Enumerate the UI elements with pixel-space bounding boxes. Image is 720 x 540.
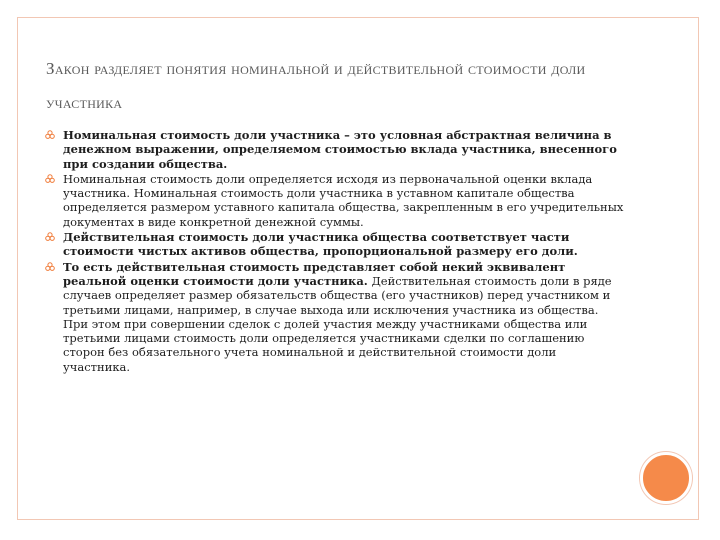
slide-title: Закон разделяет понятия номинальной и действительной стоимости доли участника [46,59,586,112]
bullet-text: Действительная стоимость доли участника общества соответствует части стоимости чистых активов общества, пропорциональной размеру его доли. [63,230,578,259]
bullet-icon [45,232,55,242]
bullet-text: Номинальная стоимость доли участника – это условная абстрактная величина в денежном выражении, определяемом стоимостью вклада участника, внесенного при создании общества. [63,128,617,171]
bullet-icon [45,262,55,272]
bullet-text: Номинальная стоимость доли определяется исходя из первоначальной оценки вклада участника. Номинальная стоимость доли участника в уставном капитале общества определяется размером уставного капитала общества, закрепленным в его учредительных документах в виде конкретной денежной суммы. [63,171,624,229]
decorative-orange-circle [640,452,692,504]
bullet-item-nominal-determination [45,172,625,229]
bullet-text: Действительная стоимость доли в ряде случаев определяет размер обязательств общества (его участников) перед участником и третьими лицами, например, в случае выхода или исключения участника из общества. При этом при совершении сделок с долей участия между участниками общества или третьими лицами стоимость доли определяется участниками сделки по соглашению сторон без обязательного учета номинальной и действительной стоимости доли участника. [63,273,612,374]
bullet-list [45,128,625,375]
bullet-item-equivalent [45,260,625,374]
bullet-item-actual [45,230,625,259]
bullet-text-bold: То есть действительная стоимость представляет собой некий эквивалент реальной оценки стоимости доли участника. [63,259,566,288]
bullet-icon [45,174,55,184]
bullet-item-nominal [45,128,625,171]
bullet-icon [45,130,55,140]
